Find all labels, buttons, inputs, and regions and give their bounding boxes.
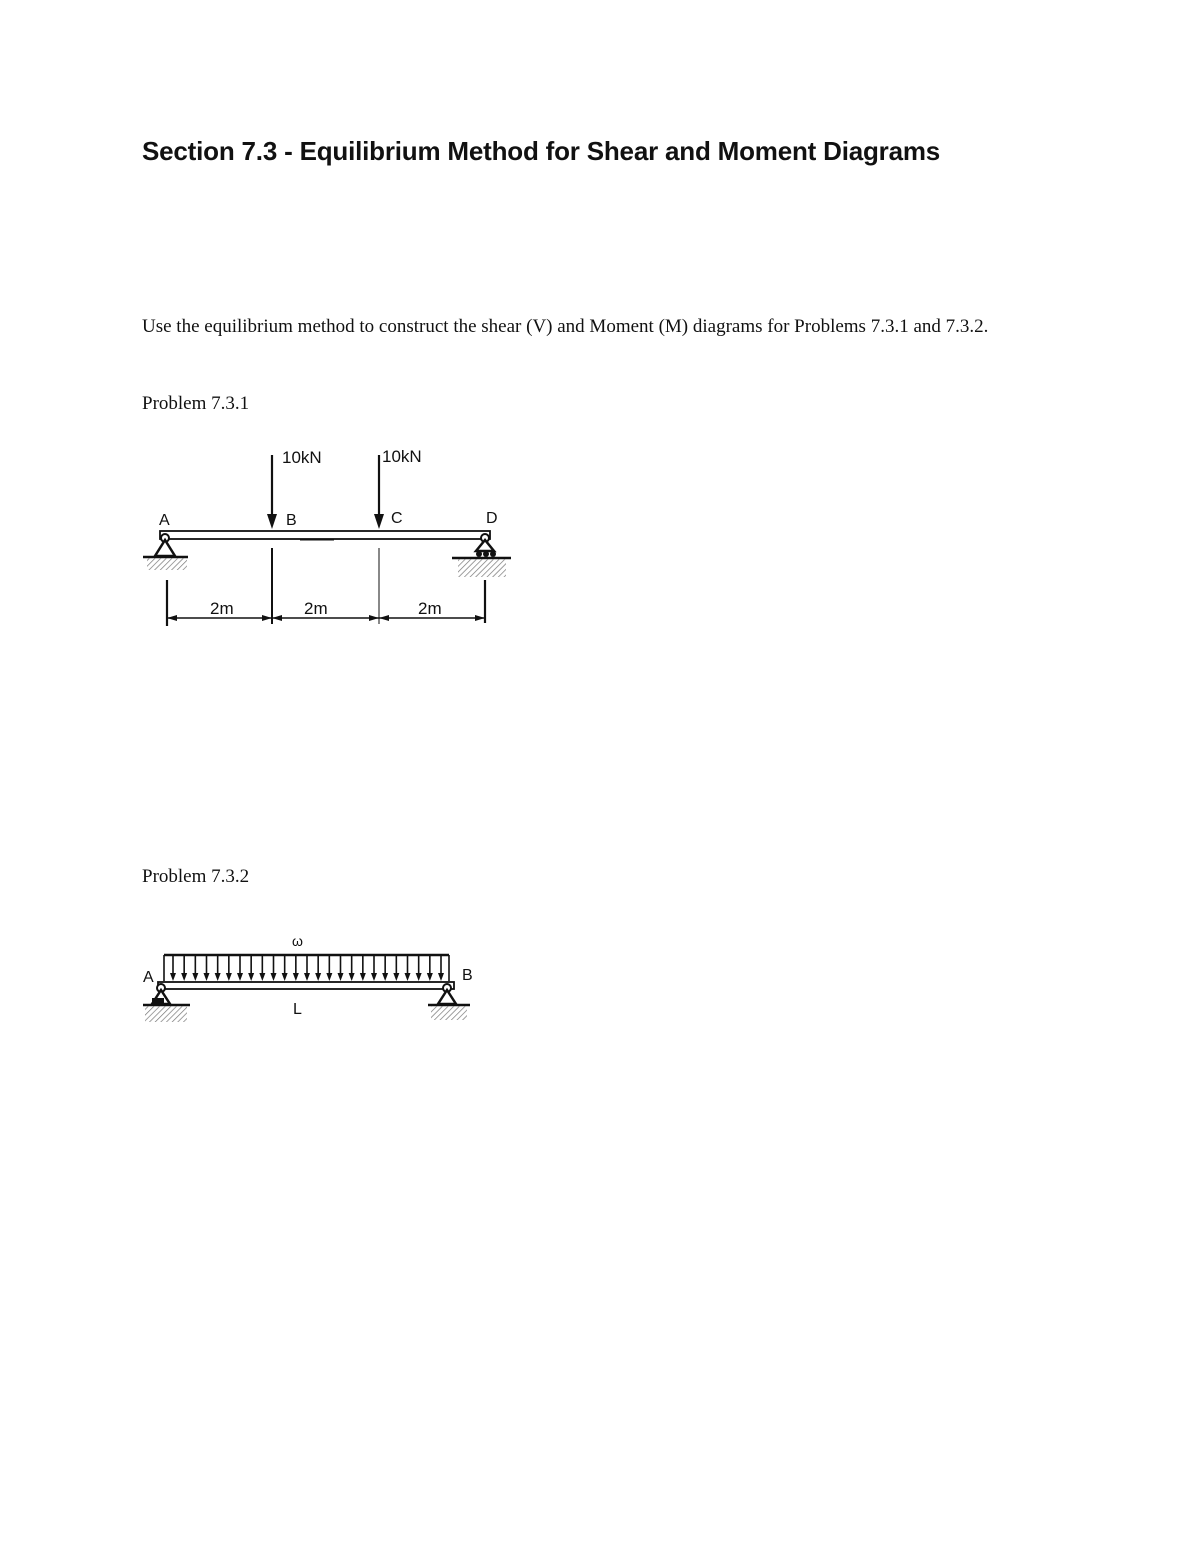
load-arrow-head xyxy=(326,973,332,981)
load-arrow-head xyxy=(282,973,288,981)
problem-1-label: Problem 7.3.1 xyxy=(142,393,250,414)
load-arrow-head xyxy=(371,973,377,981)
point-b2-label: B xyxy=(462,967,473,984)
load-arrow-head xyxy=(170,973,176,981)
load-arrow-head xyxy=(393,973,399,981)
load-arrow-head xyxy=(427,973,433,981)
load-arrow-head xyxy=(237,973,243,981)
point-d-label: D xyxy=(486,510,498,527)
load-c-label: 10kN xyxy=(382,447,422,466)
load-arrow-head xyxy=(293,973,299,981)
load-arrow-head xyxy=(438,973,444,981)
point-a-label: A xyxy=(159,512,170,529)
point-b-label: B xyxy=(286,512,297,529)
load-arrow-head xyxy=(304,973,310,981)
span-ab-label: 2m xyxy=(210,599,234,618)
load-arrow-head xyxy=(349,973,355,981)
section-title: Section 7.3 - Equilibrium Method for Shear and Moment Diagrams xyxy=(142,136,941,166)
span-bc-label: 2m xyxy=(304,599,328,618)
load-arrow-head xyxy=(226,973,232,981)
load-arrow-head xyxy=(192,973,198,981)
load-arrow-head xyxy=(315,973,321,981)
beam-ab xyxy=(158,982,454,989)
load-arrow-head xyxy=(271,973,277,981)
load-arrow-head xyxy=(181,973,187,981)
distributed-load xyxy=(164,955,449,981)
load-b-label: 10kN xyxy=(282,448,322,467)
load-arrow-head xyxy=(259,973,265,981)
point-c-label: C xyxy=(391,510,403,527)
load-arrow-head xyxy=(382,973,388,981)
load-arrow-head xyxy=(248,973,254,981)
length-l-label: L xyxy=(293,1001,302,1018)
problem-2-label: Problem 7.3.2 xyxy=(142,866,250,887)
load-arrow-head xyxy=(360,973,366,981)
load-arrow-head xyxy=(416,973,422,981)
load-arrow-head xyxy=(338,973,344,981)
load-arrow-head xyxy=(204,973,210,981)
point-a2-label: A xyxy=(143,969,154,986)
load-arrow-head xyxy=(215,973,221,981)
load-arrow-head xyxy=(405,973,411,981)
instructions-text: Use the equilibrium method to construct the shear (V) and Moment (M) diagrams for Problems 7.3.1 and 7.3.2. xyxy=(142,316,989,337)
span-cd-label: 2m xyxy=(418,599,442,618)
load-omega-label: ω xyxy=(292,933,303,949)
